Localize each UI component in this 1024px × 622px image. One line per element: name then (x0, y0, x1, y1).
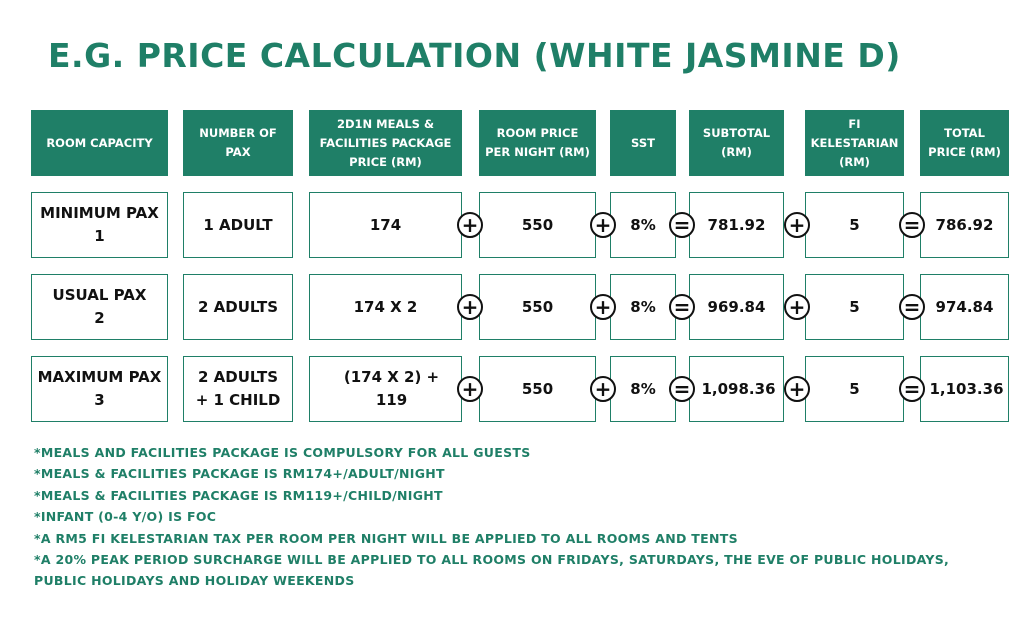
header-total-price (920, 110, 1009, 176)
cell-room-price (479, 192, 596, 258)
cell-room-capacity (31, 192, 168, 258)
header-label: 2D1N MEALS & FACILITIES PACKAGE PRICE (RM) (319, 116, 452, 169)
note-item: *MEALS & FACILITIES PACKAGE IS RM174+/ADULT/NIGHT (34, 466, 445, 482)
cell-fi-kelestarian (805, 192, 904, 258)
cell-total-price (920, 192, 1009, 258)
cell-text: 974.84 (935, 297, 994, 316)
equals-icon (669, 294, 695, 320)
plus-icon (590, 376, 616, 402)
cell-text: 8% (630, 215, 656, 234)
operator-symbol: + (788, 213, 806, 237)
cell-text: 781.92 (707, 215, 766, 234)
cell-sst (610, 274, 676, 340)
header-meals-package-price (309, 110, 462, 176)
cell-text: MINIMUM PAX 1 (40, 204, 159, 245)
header-label: FI KELESTARIAN (RM) (810, 116, 899, 169)
operator-symbol: = (673, 377, 691, 401)
header-label: TOTAL PRICE (RM) (928, 126, 1001, 159)
operator-symbol: + (594, 295, 612, 319)
cell-subtotal (689, 356, 784, 422)
header-label: ROOM CAPACITY (46, 135, 153, 150)
operator-symbol: = (673, 213, 691, 237)
operator-symbol: = (673, 295, 691, 319)
cell-subtotal (689, 192, 784, 258)
operator-symbol: + (594, 213, 612, 237)
cell-text: 1,098.36 (701, 379, 776, 398)
page-title: E.G. PRICE CALCULATION (WHITE JASMINE D) (48, 36, 901, 75)
plus-icon (457, 212, 483, 238)
cell-text: 1 ADULT (203, 215, 273, 234)
header-fi-kelestarian (805, 110, 904, 176)
equals-icon (669, 376, 695, 402)
cell-text: 5 (849, 379, 860, 398)
operator-symbol: + (788, 377, 806, 401)
cell-text: USUAL PAX 2 (52, 286, 147, 327)
plus-icon (784, 376, 810, 402)
cell-text: 174 (369, 215, 402, 234)
cell-sst (610, 192, 676, 258)
cell-text: 550 (521, 215, 554, 234)
operator-symbol: + (461, 295, 479, 319)
cell-meals-price (309, 274, 462, 340)
note-item: *A RM5 FI KELESTARIAN TAX PER ROOM PER NIGHT WILL BE APPLIED TO ALL ROOMS AND TENTS (34, 530, 738, 546)
notes-list (34, 442, 949, 592)
cell-text: MAXIMUM PAX 3 (37, 368, 162, 409)
header-subtotal (689, 110, 784, 176)
operator-symbol: = (903, 377, 921, 401)
cell-pax (183, 356, 293, 422)
cell-text: (174 X 2) + 119 (343, 368, 440, 409)
header-sst (610, 110, 676, 176)
header-room-capacity (31, 110, 168, 176)
cell-fi-kelestarian (805, 356, 904, 422)
header-label: NUMBER OF PAX (199, 126, 277, 159)
cell-text: 8% (630, 297, 656, 316)
cell-room-capacity (31, 356, 168, 422)
cell-text: 2 ADULTS (197, 297, 278, 316)
cell-meals-price (309, 356, 462, 422)
cell-sst (610, 356, 676, 422)
equals-icon (899, 212, 925, 238)
plus-icon (784, 294, 810, 320)
header-label: ROOM PRICE PER NIGHT (RM) (485, 126, 590, 159)
equals-icon (899, 294, 925, 320)
cell-text: 2 ADULTS + 1 CHILD (195, 368, 281, 409)
operator-symbol: = (903, 295, 921, 319)
note-item: *A 20% PEAK PERIOD SURCHARGE WILL BE APPLIED TO ALL ROOMS ON FRIDAYS, SATURDAYS, THE EVE OF PUBLIC HOLIDAYS, (34, 552, 950, 568)
cell-text: 969.84 (707, 297, 766, 316)
plus-icon (784, 212, 810, 238)
note-item: *INFANT (0-4 Y/O) IS FOC (34, 509, 217, 525)
cell-room-price (479, 274, 596, 340)
plus-icon (590, 294, 616, 320)
header-room-price (479, 110, 596, 176)
note-item: *MEALS AND FACILITIES PACKAGE IS COMPULSORY FOR ALL GUESTS (34, 445, 531, 460)
cell-total-price (920, 274, 1009, 340)
cell-text: 550 (521, 297, 554, 316)
operator-symbol: + (594, 377, 612, 401)
cell-text: 786.92 (935, 215, 994, 234)
cell-text: 5 (849, 297, 860, 316)
note-item: *MEALS & FACILITIES PACKAGE IS RM119+/CHILD/NIGHT (34, 487, 443, 503)
cell-room-capacity (31, 274, 168, 340)
plus-icon (457, 294, 483, 320)
cell-text: 1,103.36 (929, 379, 1004, 398)
equals-icon (899, 376, 925, 402)
cell-pax (183, 274, 293, 340)
plus-icon (590, 212, 616, 238)
header-label: SUBTOTAL (RM) (702, 126, 771, 159)
cell-subtotal (689, 274, 784, 340)
equals-icon (669, 212, 695, 238)
cell-text: 174 X 2 (353, 297, 418, 316)
operator-symbol: + (461, 213, 479, 237)
cell-fi-kelestarian (805, 274, 904, 340)
cell-text: 8% (630, 379, 656, 398)
cell-total-price (920, 356, 1009, 422)
operator-symbol: + (788, 295, 806, 319)
plus-icon (457, 376, 483, 402)
cell-pax (183, 192, 293, 258)
operator-symbol: + (461, 377, 479, 401)
cell-text: 550 (521, 379, 554, 398)
cell-meals-price (309, 192, 462, 258)
cell-room-price (479, 356, 596, 422)
cell-text: 5 (849, 215, 860, 234)
operator-symbol: = (903, 213, 921, 237)
header-number-of-pax (183, 110, 293, 176)
note-item: PUBLIC HOLIDAYS AND HOLIDAY WEEKENDS (34, 573, 355, 589)
header-label: SST (631, 135, 655, 150)
